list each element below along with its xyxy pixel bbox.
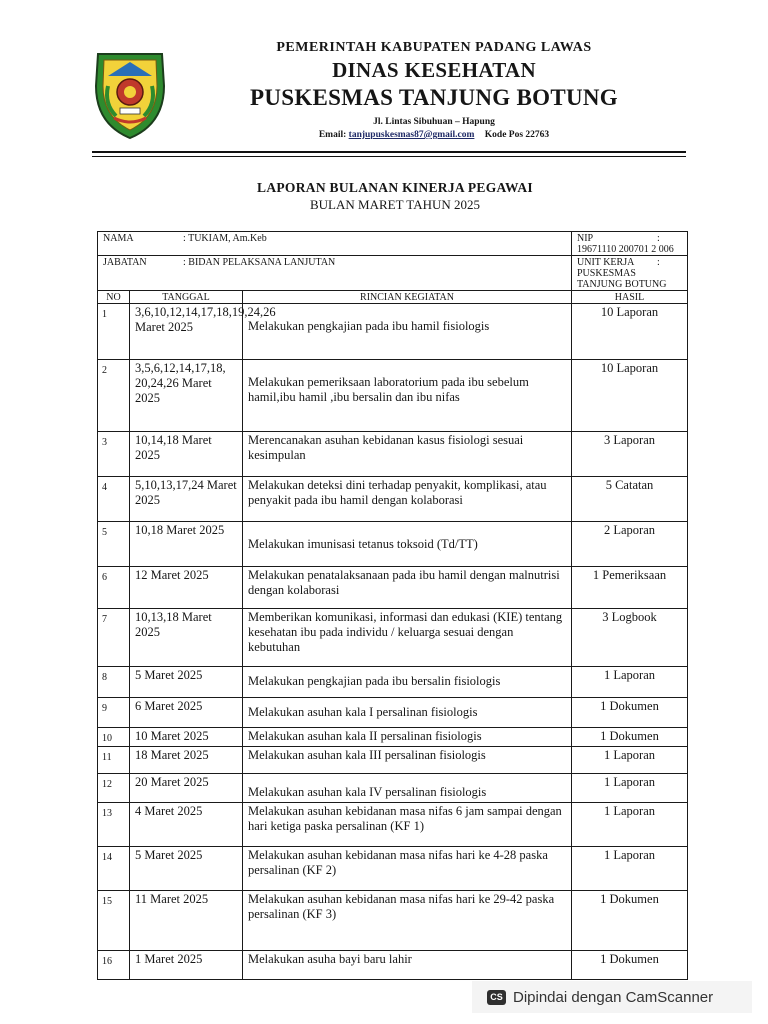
row-result: 1 Dokumen <box>572 891 688 951</box>
jabatan-value: : BIDAN PELAKSANA LANJUTAN <box>183 257 336 268</box>
row-activity <box>243 847 572 891</box>
nip-value: : 19671110 200701 2 006 <box>577 233 674 255</box>
row-number: 6 <box>98 567 130 609</box>
row-activity <box>243 728 572 747</box>
row-number: 10 <box>98 728 130 747</box>
employee-row-2 <box>98 256 688 291</box>
jabatan-label: JABATAN <box>103 257 147 268</box>
row-activity-text: Melakukan penatalaksanaan pada ibu hamil dengan malnutrisi dengan kolaborasi <box>248 568 560 597</box>
row-activity <box>243 803 572 847</box>
report-row <box>98 891 688 951</box>
row-result: 1 Dokumen <box>572 728 688 747</box>
row-activity <box>243 698 572 728</box>
row-number: 4 <box>98 477 130 522</box>
row-activity-text: Merencanakan asuhan kebidanan kasus fisiologi sesuai kesimpulan <box>248 433 524 462</box>
report-title: LAPORAN BULANAN KINERJA PEGAWAI <box>257 180 533 195</box>
nama-cell <box>98 232 572 256</box>
row-result: 1 Laporan <box>572 774 688 803</box>
row-activity-text: Melakukan pemeriksaan laboratorium pada ibu sebelum hamil,ibu hamil ,ibu bersalin dan ibu nifas <box>248 375 529 404</box>
row-activity <box>243 951 572 980</box>
row-result: 3 Laporan <box>572 432 688 477</box>
row-activity-text: Melakukan pengkajian pada ibu hamil fisiologis <box>248 319 490 333</box>
report-title-block <box>140 180 650 213</box>
row-result: 1 Dokumen <box>572 698 688 728</box>
row-number: 2 <box>98 360 130 432</box>
letterhead-rule-thick <box>92 151 686 153</box>
row-result: 1 Laporan <box>572 803 688 847</box>
row-date: 5 Maret 2025 <box>130 847 243 891</box>
report-row <box>98 728 688 747</box>
row-activity-text: Melakukan imunisasi tetanus toksoid (Td/TT) <box>248 537 478 551</box>
col-hasil-header: HASIL <box>572 291 688 304</box>
jabatan-cell <box>98 256 572 291</box>
report-row <box>98 803 688 847</box>
row-activity-text: Melakukan asuhan kebidanan masa nifas hari ke 4-28 paska persalinan (KF 2) <box>248 848 548 877</box>
row-activity <box>243 891 572 951</box>
row-date: 18 Maret 2025 <box>130 747 243 774</box>
row-result: 1 Dokumen <box>572 951 688 980</box>
row-number: 9 <box>98 698 130 728</box>
row-number: 16 <box>98 951 130 980</box>
email-label: Email: <box>318 130 347 140</box>
row-number: 1 <box>98 304 130 360</box>
camscanner-icon: CS <box>487 990 506 1005</box>
performance-report-table <box>97 231 688 980</box>
row-number: 5 <box>98 522 130 567</box>
row-activity <box>243 609 572 667</box>
row-activity <box>243 360 572 432</box>
contact-line <box>200 130 668 140</box>
row-result: 10 Laporan <box>572 360 688 432</box>
column-header-row <box>98 291 688 304</box>
nip-label: NIP <box>577 233 594 244</box>
row-number: 11 <box>98 747 130 774</box>
row-result: 5 Catatan <box>572 477 688 522</box>
camscanner-text: Dipindai dengan CamScanner <box>513 988 714 1006</box>
row-number: 13 <box>98 803 130 847</box>
row-activity <box>243 667 572 698</box>
nama-value: : TUKIAM, Am.Keb <box>183 233 267 244</box>
letterhead-rule-thin <box>92 156 686 157</box>
row-result: 10 Laporan <box>572 304 688 360</box>
report-row <box>98 609 688 667</box>
row-number: 14 <box>98 847 130 891</box>
row-date: 12 Maret 2025 <box>130 567 243 609</box>
letterhead <box>200 40 668 140</box>
row-activity <box>243 304 572 360</box>
camscanner-watermark <box>472 981 752 1013</box>
row-number: 7 <box>98 609 130 667</box>
report-row <box>98 360 688 432</box>
row-activity <box>243 477 572 522</box>
row-activity <box>243 522 572 567</box>
row-result: 2 Laporan <box>572 522 688 567</box>
puskesmas-name: PUSKESMAS TANJUNG BOTUNG <box>249 85 618 110</box>
report-row <box>98 698 688 728</box>
unit-kerja-value: : PUSKESMAS TANJUNG BOTUNG <box>577 257 667 290</box>
report-row <box>98 847 688 891</box>
row-activity-text: Melakukan asuhan kala III persalinan fisiologis <box>248 748 486 762</box>
row-number: 12 <box>98 774 130 803</box>
row-number: 15 <box>98 891 130 951</box>
row-date: 10,13,18 Maret 2025 <box>130 609 243 667</box>
report-row <box>98 747 688 774</box>
row-result: 1 Pemeriksaan <box>572 567 688 609</box>
row-date: 4 Maret 2025 <box>130 803 243 847</box>
agency-name: DINAS KESEHATAN <box>332 58 536 82</box>
report-period: BULAN MARET TAHUN 2025 <box>309 197 480 212</box>
col-no-header: NO <box>98 291 130 304</box>
email-link[interactable]: tanjupuskesmas87@gmail.com <box>348 130 475 140</box>
row-activity-text: Melakukan asuhan kebidanan masa nifas hari ke 29-42 paska persalinan (KF 3) <box>248 892 555 921</box>
report-row <box>98 774 688 803</box>
row-date: 11 Maret 2025 <box>130 891 243 951</box>
row-date: 1 Maret 2025 <box>130 951 243 980</box>
row-activity <box>243 567 572 609</box>
row-date: 6 Maret 2025 <box>130 698 243 728</box>
report-row <box>98 951 688 980</box>
unit-kerja-cell <box>572 256 688 291</box>
nama-label: NAMA <box>103 233 134 244</box>
row-activity-text: Melakukan asuhan kebidanan masa nifas 6 jam sampai dengan hari ketiga paska persalinan (KF 1) <box>248 804 562 833</box>
row-activity-text: Memberikan komunikasi, informasi dan edukasi (KIE) tentang kesehatan ibu pada individu / keluarga sesuai dengan kebutuhan <box>248 610 563 654</box>
row-date: 5 Maret 2025 <box>130 667 243 698</box>
row-date: 5,10,13,17,24 Maret 2025 <box>130 477 243 522</box>
report-row <box>98 477 688 522</box>
row-activity-text: Melakukan deteksi dini terhadap penyakit, komplikasi, atau penyakit pada ibu hamil dengan kolaborasi <box>248 478 547 507</box>
row-activity-text: Melakukan asuha bayi baru lahir <box>248 952 412 966</box>
row-number: 8 <box>98 667 130 698</box>
employee-row-1 <box>98 232 688 256</box>
report-row <box>98 667 688 698</box>
row-number: 3 <box>98 432 130 477</box>
row-activity-text: Melakukan asuhan kala I persalinan fisiologis <box>248 705 478 719</box>
report-row <box>98 304 688 360</box>
row-result: 1 Laporan <box>572 667 688 698</box>
row-date: 10,14,18 Maret 2025 <box>130 432 243 477</box>
row-result: 1 Laporan <box>572 847 688 891</box>
row-activity <box>243 774 572 803</box>
government-name: PEMERINTAH KABUPATEN PADANG LAWAS <box>276 40 592 55</box>
col-tanggal-header: TANGGAL <box>130 291 243 304</box>
row-date: 10,18 Maret 2025 <box>130 522 243 567</box>
postal-code: Kode Pos 22763 <box>484 130 550 140</box>
report-row <box>98 432 688 477</box>
row-date: 3,6,10,12,14,17,18,19,24,26 Maret 2025 <box>130 304 243 360</box>
address: Jl. Lintas Sibuhuan – Hapung <box>373 117 495 127</box>
unit-kerja-label: UNIT KERJA <box>577 257 635 268</box>
row-result: 3 Logbook <box>572 609 688 667</box>
row-activity-text: Melakukan asuhan kala II persalinan fisiologis <box>248 729 482 743</box>
row-activity <box>243 432 572 477</box>
row-date: 3,5,6,12,14,17,18, 20,24,26 Maret 2025 <box>130 360 243 432</box>
col-rincian-header: RINCIAN KEGIATAN <box>243 291 572 304</box>
row-activity <box>243 747 572 774</box>
row-date: 20 Maret 2025 <box>130 774 243 803</box>
row-activity-text: Melakukan pengkajian pada ibu bersalin fisiologis <box>248 674 501 688</box>
regency-emblem-logo <box>90 46 170 142</box>
row-activity-text: Melakukan asuhan kala IV persalinan fisiologis <box>248 785 487 799</box>
row-result: 1 Laporan <box>572 747 688 774</box>
report-row <box>98 567 688 609</box>
row-date: 10 Maret 2025 <box>130 728 243 747</box>
nip-cell <box>572 232 688 256</box>
report-row <box>98 522 688 567</box>
